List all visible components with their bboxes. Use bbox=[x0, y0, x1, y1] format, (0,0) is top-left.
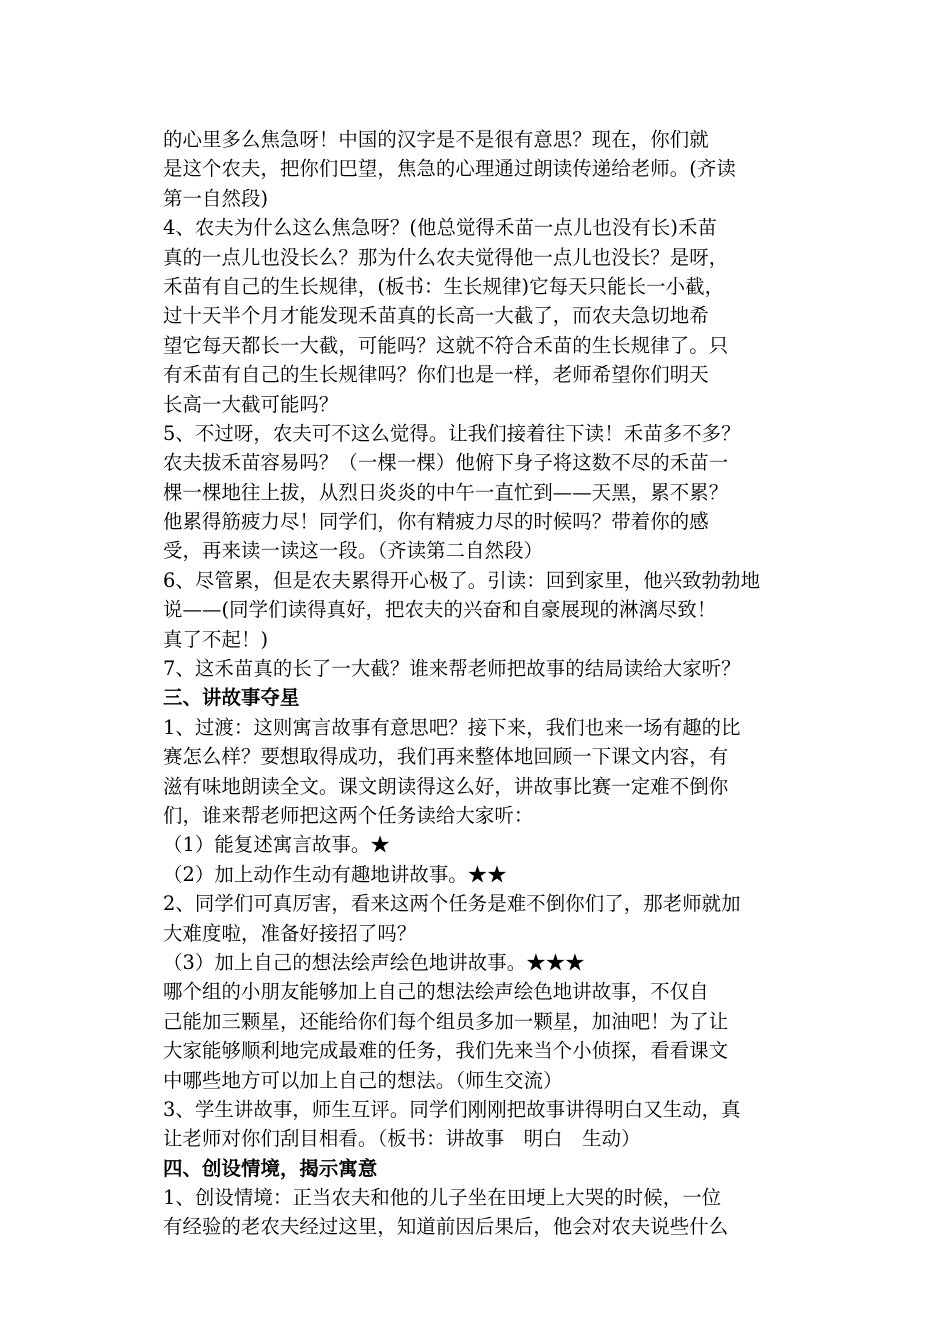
text-line: （3）加上自己的想法绘声绘色地讲故事。★★★ bbox=[163, 950, 585, 974]
text-line: 是这个农夫，把你们巴望，焦急的心理通过朗读传递给老师。(齐读 bbox=[163, 157, 736, 181]
text-line: 3、学生讲故事，师生互评。同学们刚刚把故事讲得明白又生动，真 bbox=[163, 1097, 741, 1121]
text-line: 4、农夫为什么这么焦急呀？(他总觉得禾苗一点儿也没有长)禾苗 bbox=[163, 216, 718, 240]
text-line: 棵一棵地往上拔，从烈日炎炎的中午一直忙到——天黑，累不累？ bbox=[163, 480, 729, 504]
text-line: 有经验的老农夫经过这里，知道前因后果后，他会对农夫说些什么 bbox=[163, 1215, 729, 1239]
section-heading: 四、创设情境，揭示寓意 bbox=[163, 1156, 378, 1180]
text-line: 长高一大截可能吗？ bbox=[163, 392, 339, 416]
text-line: 们，谁来帮老师把这两个任务读给大家听： bbox=[163, 803, 534, 827]
text-line: 赛怎么样？要想取得成功，我们再来整体地回顾一下课文内容，有 bbox=[163, 745, 729, 769]
text-line: 过十天半个月才能发现禾苗真的长高一大截了，而农夫急切地希 bbox=[163, 304, 709, 328]
text-line: 大家能够顺利地完成最难的任务，我们先来当个小侦探，看看课文 bbox=[163, 1039, 729, 1063]
text-line: 第一自然段) bbox=[163, 186, 269, 210]
text-line: 1、创设情境：正当农夫和他的儿子坐在田埂上大哭的时候，一位 bbox=[163, 1186, 722, 1210]
text-line: 受，再来读一读这一段。（齐读第二自然段） bbox=[163, 539, 544, 563]
text-line: 2、同学们可真厉害，看来这两个任务是难不倒你们了，那老师就加 bbox=[163, 892, 741, 916]
text-line: 滋有味地朗读全文。课文朗读得这么好，讲故事比赛一定难不倒你 bbox=[163, 774, 729, 798]
text-line: 真了不起！) bbox=[163, 627, 269, 651]
text-line: 1、过渡：这则寓言故事有意思吧？接下来，我们也来一场有趣的比 bbox=[163, 715, 741, 739]
text-line: 望它每天都长一大截，可能吗？这就不符合禾苗的生长规律了。只 bbox=[163, 333, 729, 357]
text-line: 7、这禾苗真的长了一大截？谁来帮老师把故事的结局读给大家听？ bbox=[163, 657, 741, 681]
text-line: 大难度啦，准备好接招了吗？ bbox=[163, 921, 417, 945]
section-heading: 三、讲故事夺星 bbox=[163, 686, 300, 710]
text-line: 哪个组的小朋友能够加上自己的想法绘声绘色地讲故事，不仅自 bbox=[163, 980, 709, 1004]
document-page bbox=[163, 125, 803, 1242]
text-line: 5、不过呀，农夫可不这么觉得。让我们接着往下读！禾苗多不多？ bbox=[163, 421, 741, 445]
text-line: 禾苗有自己的生长规律，(板书：生长规律)它每天只能长一小截， bbox=[163, 274, 725, 298]
text-line: 农夫拔禾苗容易吗？（一棵一棵）他俯下身子将这数不尽的禾苗一 bbox=[163, 451, 729, 475]
text-line: 他累得筋疲力尽！同学们，你有精疲力尽的时候吗？带着你的感 bbox=[163, 510, 709, 534]
text-line: （1）能复述寓言故事。★ bbox=[163, 833, 390, 857]
text-line: 的心里多么焦急呀！中国的汉字是不是很有意思？现在，你们就 bbox=[163, 128, 709, 151]
text-line: 真的一点儿也没长么？那为什么农夫觉得他一点儿也没长？是呀， bbox=[163, 245, 729, 269]
text-line: 说——(同学们读得真好，把农夫的兴奋和自豪展现的淋漓尽致！ bbox=[163, 598, 717, 622]
text-line: 己能加三颗星，还能给你们每个组员多加一颗星，加油吧！为了让 bbox=[163, 1009, 729, 1033]
text-line: 6、尽管累，但是农夫累得开心极了。引读：回到家里，他兴致勃勃地 bbox=[163, 568, 761, 592]
text-line: 中哪些地方可以加上自己的想法。（师生交流） bbox=[163, 1068, 563, 1092]
text-line: 让老师对你们刮目相看。（板书：讲故事 明白 生动） bbox=[163, 1127, 641, 1151]
text-line: （2）加上动作生动有趣地讲故事。★★ bbox=[163, 862, 507, 886]
text-line: 有禾苗有自己的生长规律吗？你们也是一样，老师希望你们明天 bbox=[163, 363, 709, 387]
